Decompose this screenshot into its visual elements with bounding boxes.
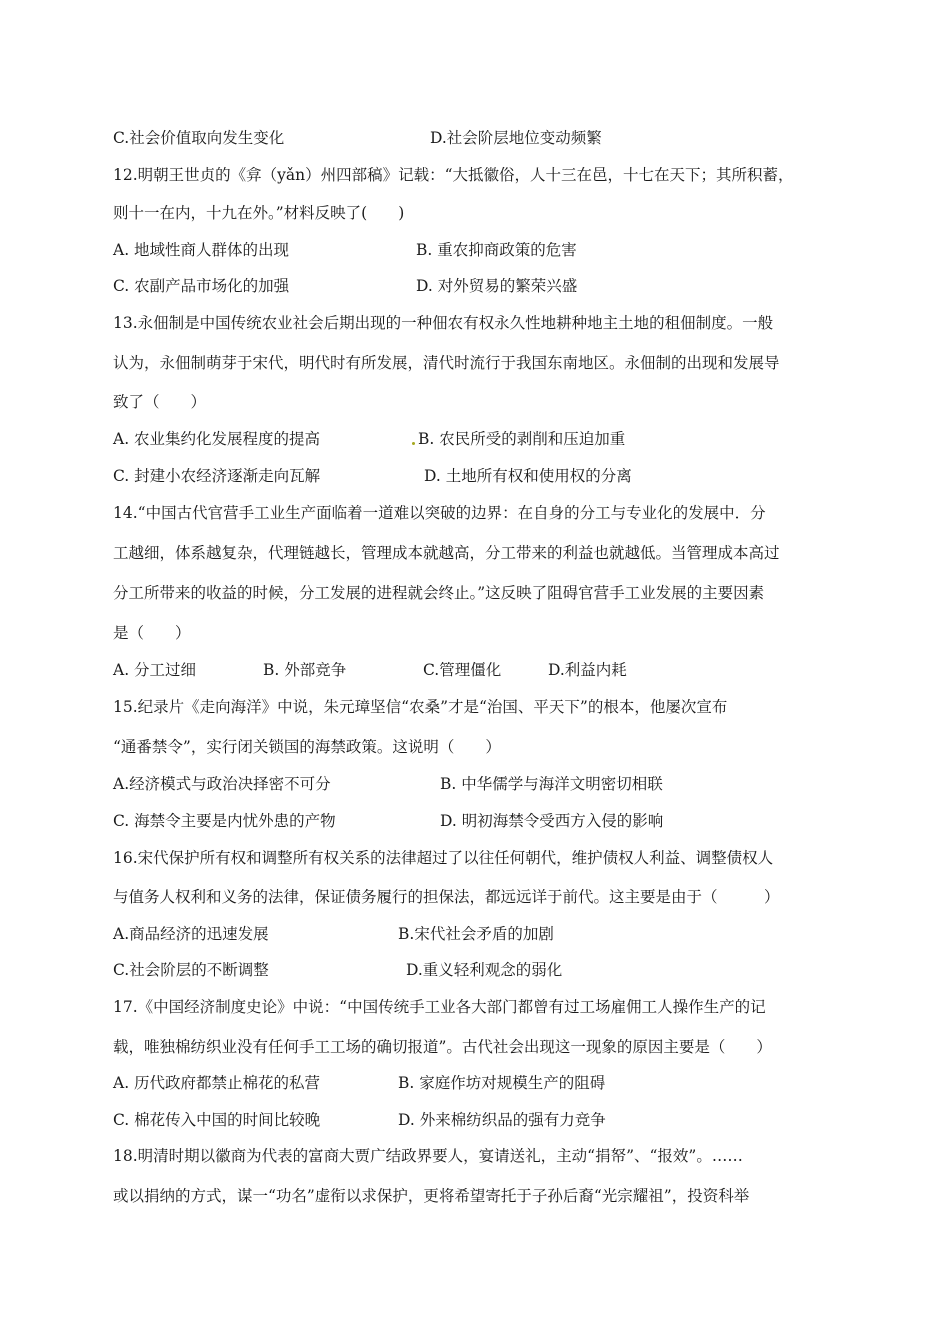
q16-stem-line-2: 与值务人权利和义务的法律，保证债务履行的担保法，都远远详于前代。这主要是由于（ ） [113, 888, 780, 906]
q13-stem-line-2: 认为，永佃制萌芽于宋代，明代时有所发展，清代时流行于我国东南地区。永佃制的出现和发展导 [113, 354, 780, 372]
q13-option-b: B. 农民所受的剥削和压迫加重 [418, 430, 626, 448]
q12-option-d: D. 对外贸易的繁荣兴盛 [416, 277, 578, 295]
q12-stem-line-1: 12.明朝王世贞的《弇（yǎn）州四部稿》记载：“大抵徽俗，人十三在邑，十七在天下；其所积蓄， [113, 166, 794, 184]
q13-stem-line-1: 13.永佃制是中国传统农业社会后期出现的一种佃农有权永久性地耕种地主土地的租佃制度。一般 [113, 314, 774, 332]
q13-option-a: A. 农业集约化发展程度的提高 [113, 430, 321, 448]
q14-option-a: A. 分工过细 [113, 661, 197, 679]
q12-option-b: B. 重农抑商政策的危害 [416, 241, 577, 259]
q17-option-a: A. 历代政府都禁止棉花的私营 [113, 1074, 321, 1092]
q11-option-c: C.社会价值取向发生变化 [113, 129, 285, 147]
q15-option-b: B. 中华儒学与海洋文明密切相联 [440, 775, 663, 793]
q13-option-d: D. 土地所有权和使用权的分离 [424, 467, 632, 485]
q17-option-d: D. 外来棉纺织品的强有力竞争 [398, 1111, 606, 1129]
q14-stem-line-2: 工越细，体系越复杂，代理链越长，管理成本就越高，分工带来的利益也就越低。当管理成本高过 [113, 544, 780, 562]
q15-option-a: A.经济模式与政治决择密不可分 [113, 775, 331, 793]
q12-option-a: A. 地域性商人群体的出现 [113, 241, 290, 259]
q14-option-d: D.利益内耗 [548, 661, 627, 679]
q16-option-d: D.重义轻利观念的弱化 [406, 961, 563, 979]
q17-option-c: C. 棉花传入中国的时间比较晚 [113, 1111, 321, 1129]
q16-stem-line-1: 16.宋代保护所有权和调整所有权关系的法律超过了以往任何朝代，维护债权人利益、调整债权人 [113, 849, 774, 867]
q18-stem-line-2: 或以捐纳的方式，谋一“功名”虚衔以求保护，更将希望寄托于子孙后裔“光宗耀祖”，投资科举 [113, 1187, 750, 1205]
q14-option-c: C.管理僵化 [423, 661, 502, 679]
q13-stem-line-3: 致了（ ） [113, 393, 207, 411]
q13-option-c: C. 封建小农经济逐渐走向瓦解 [113, 467, 321, 485]
q17-stem-line-1: 17.《中国经济制度史论》中说：“中国传统手工业各大部门都曾有过工场雇佣工人操作生产的记 [113, 998, 766, 1016]
q14-stem-line-3: 分工所带来的收益的时候，分工发展的进程就会终止。”这反映了阻碍官营手工业发展的主要因素 [113, 584, 765, 602]
q15-stem-line-2: “通番禁令”，实行闭关锁国的海禁政策。这说明（ ） [113, 738, 501, 756]
q14-option-b: B. 外部竞争 [263, 661, 347, 679]
q15-option-d: D. 明初海禁令受西方入侵的影响 [440, 812, 664, 830]
q11-option-d: D.社会阶层地位变动频繁 [430, 129, 602, 147]
stray-dot-mark [412, 442, 415, 445]
q18-stem-line-1: 18.明清时期以徽商为代表的富商大贾广结政界要人，宴请送礼，主动“捐帑”、“报效”。…… [113, 1147, 743, 1165]
q12-stem-line-2: 则十一在内，十九在外。”材料反映了( ) [113, 204, 405, 222]
q16-option-a: A.商品经济的迅速发展 [113, 925, 269, 943]
q17-stem-line-2: 载，唯独棉纺织业没有任何手工工场的确切报道”。古代社会出现这一现象的原因主要是（ ） [113, 1038, 772, 1056]
q12-option-c: C. 农副产品市场化的加强 [113, 277, 290, 295]
q15-option-c: C. 海禁令主要是内忧外患的产物 [113, 812, 336, 830]
q16-option-c: C.社会阶层的不断调整 [113, 961, 269, 979]
q14-stem-line-4: 是（ ） [113, 624, 191, 642]
q15-stem-line-1: 15.纪录片《走向海洋》中说，朱元璋坚信“农桑”才是“治国、平天下”的根本，他屡次宣布 [113, 698, 728, 716]
q16-option-b: B.宋代社会矛盾的加剧 [398, 925, 554, 943]
q14-stem-line-1: 14.“中国古代官营手工业生产面临着一道难以突破的边界：在自身的分工与专业化的发展中．分 [113, 504, 766, 522]
q17-option-b: B. 家庭作坊对规模生产的阻碍 [398, 1074, 606, 1092]
